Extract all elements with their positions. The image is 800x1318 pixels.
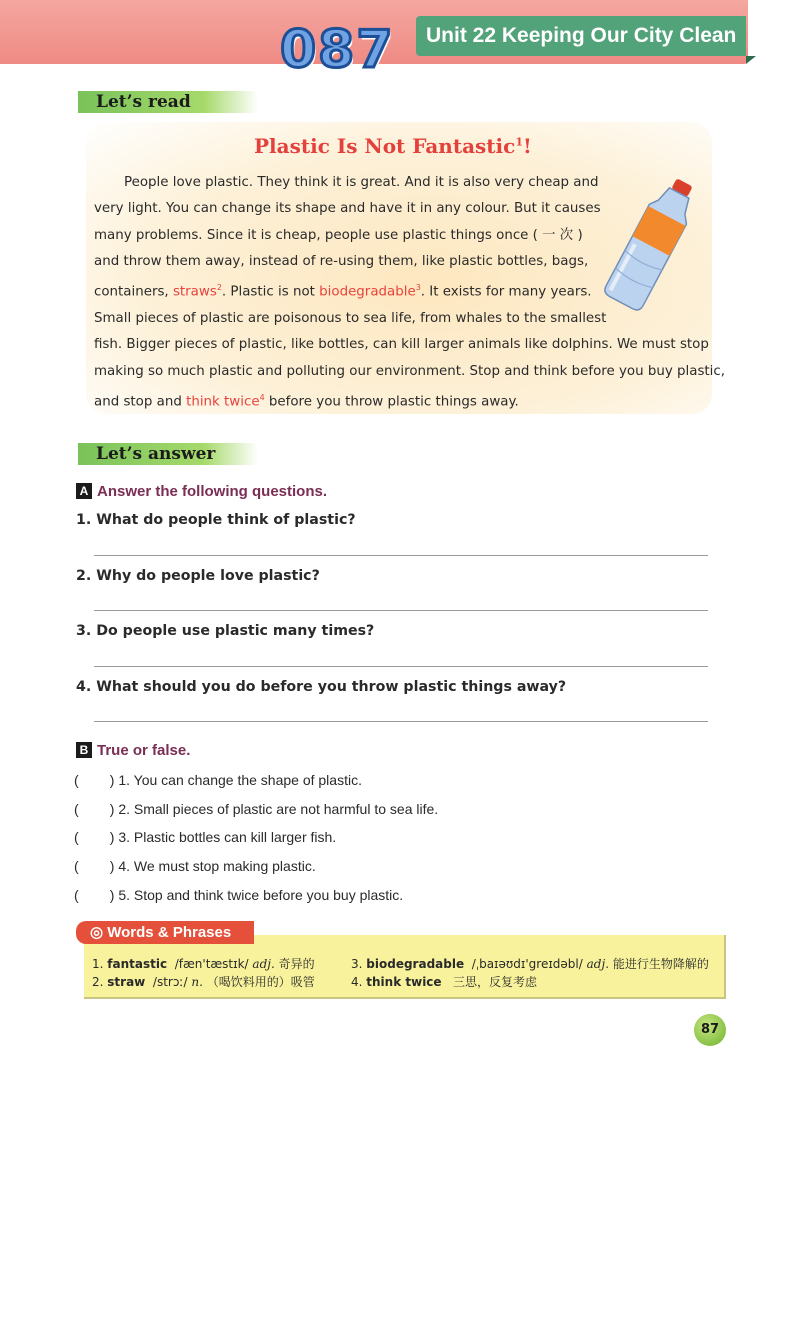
true-false-item-5[interactable]: ( ) 5. Stop and think twice before you buy plastic. [74,887,404,903]
passage-line: making so much plastic and polluting our environment. Stop and think before you buy plastic, [94,363,726,379]
glossary-entry-4: 4. think twice 三思，反复考虑 [351,975,538,989]
lets-answer-banner: Let’s answer [78,443,258,465]
passage-title: Plastic Is Not Fantastic$^1$! [254,134,532,158]
passage-line: and throw them away, instead of re-using them, like plastic bottles, bags, [94,253,589,269]
lesson-number: 087 [280,20,395,80]
part-a-letter: A [76,483,92,499]
answer-line-4[interactable] [94,721,708,722]
passage-line: People love plastic. They think it is great. And it is also very cheap and [124,175,599,190]
true-false-item-4[interactable]: ( ) 4. We must stop making plastic. [74,858,316,874]
glossary-entry-2: 2. straw /strɔː/ n. （喝饮料用的）吸管 [92,975,315,989]
glossary-word-think-twice: think twice [186,394,260,410]
question-4: 4. What should you do before you throw plastic things away? [76,679,567,695]
true-false-item-2[interactable]: ( ) 2. Small pieces of plastic are not harmful to sea life. [74,801,439,817]
answer-line-1[interactable] [94,555,708,556]
passage-line: and stop and think twice$^4$ before you throw plastic things away. [94,392,519,410]
passage-line: very light. You can change its shape and have it in any colour. But it causes [94,201,601,217]
passage-line: many problems. Since it is cheap, people use plastic things once ( 一 次 ) [94,227,583,243]
glossary-word-straws: straws [172,284,217,300]
passage-line: fish. Bigger pieces of plastic, like bottles, can kill larger animals like dolphins. We must stop [94,337,709,353]
lets-read-banner: Let’s read [78,91,258,113]
passage-line: containers, straws$^2$. Plastic is not biodegradable$^3$. It exists for many years. [94,283,592,300]
reading-passage [94,170,726,416]
unit-title: Unit 22 Keeping Our City Clean [416,16,746,56]
true-false-item-3[interactable]: ( ) 3. Plastic bottles can kill larger fish. [74,829,337,845]
question-2: 2. Why do people love plastic? [76,568,320,584]
question-1: 1. What do people think of plastic? [76,512,356,528]
passage-line: Small pieces of plastic are poisonous to sea life, from whales to the smallest [94,310,607,326]
footnote-marker: 1 [515,135,523,149]
glossary-word-biodegradable: biodegradable [319,284,416,300]
part-b-label: B True or false. [76,742,190,759]
words-phrases-tab: ◎ Words & Phrases [76,921,254,944]
page-number: 87 [694,1014,726,1046]
question-3: 3. Do people use plastic many times? [76,623,375,639]
glossary-entry-3: 3. biodegradable /ˌbaɪəʊdɪ'greɪdəbl/ adj. 能进行生物降解的 [351,957,709,971]
answer-line-3[interactable] [94,666,708,667]
part-a-label: A Answer the following questions. [76,483,327,500]
part-b-letter: B [76,742,92,758]
true-false-item-1[interactable]: ( ) 1. You can change the shape of plastic. [74,772,362,788]
glossary-entry-1: 1. fantastic /fæn'tæstɪk/ adj. 奇异的 [92,957,315,971]
answer-line-2[interactable] [94,610,708,611]
